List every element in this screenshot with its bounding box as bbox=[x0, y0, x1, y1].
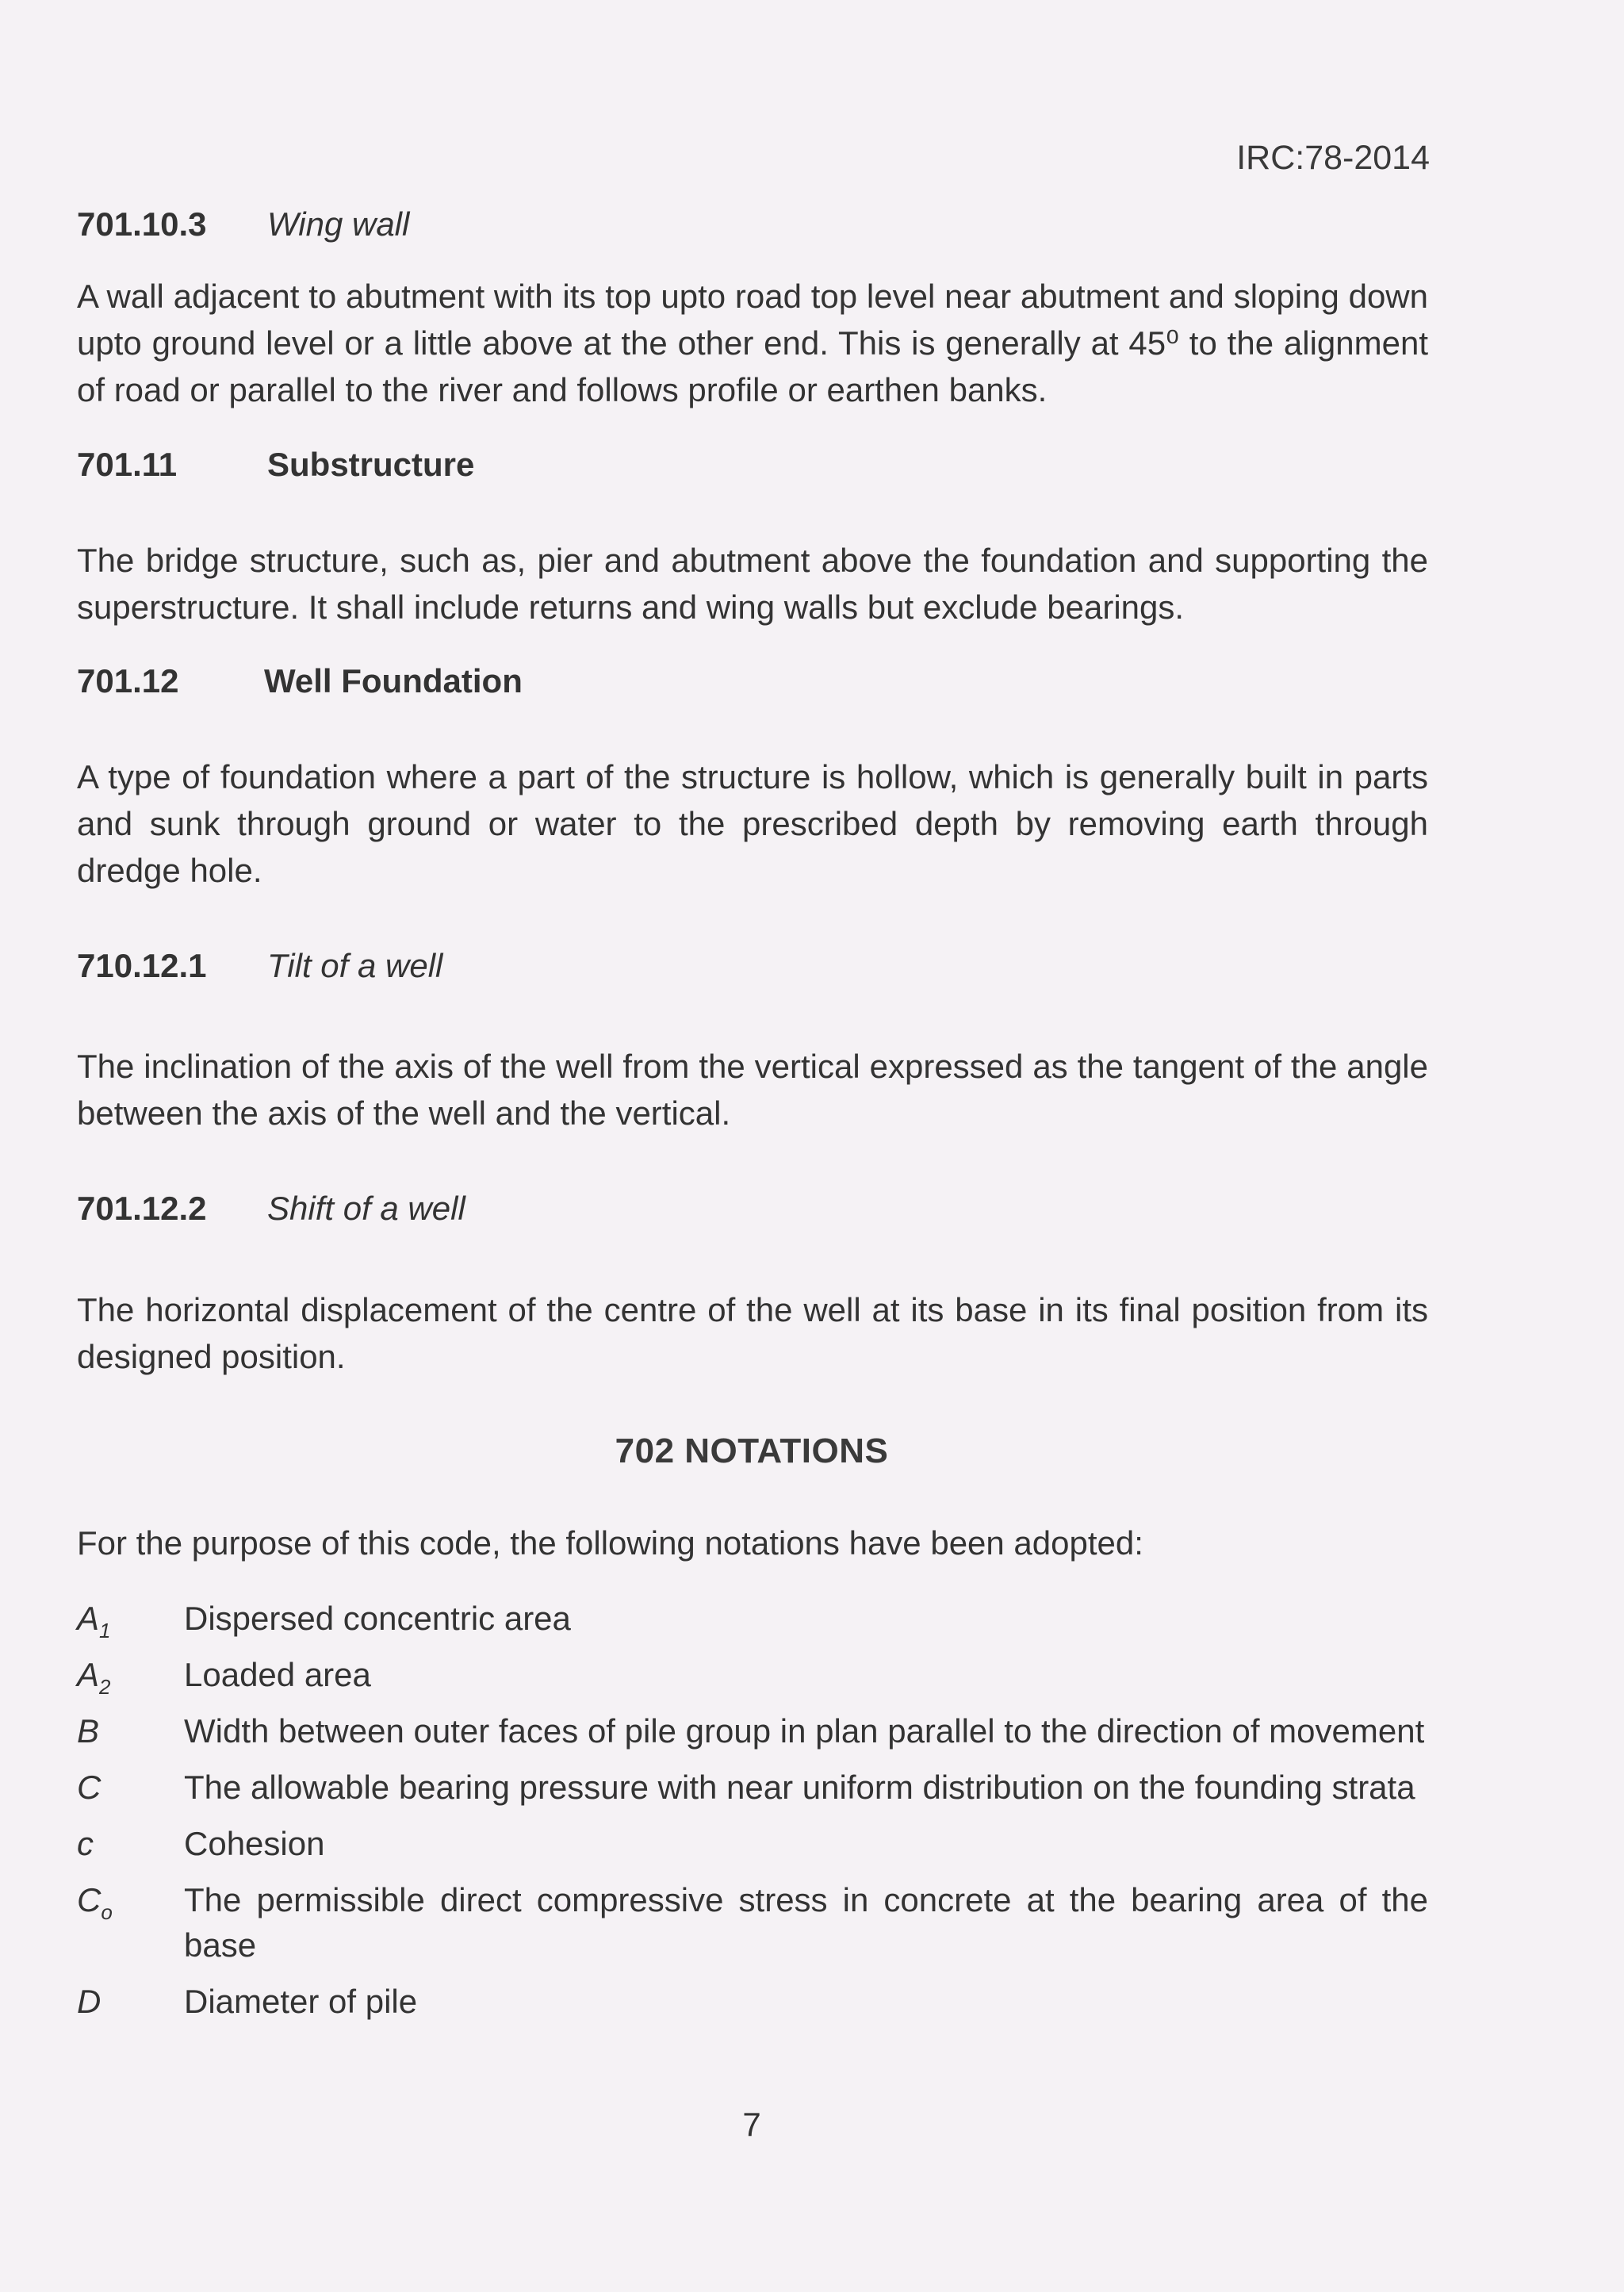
section-heading-shift-of-well bbox=[77, 1192, 465, 1225]
notation-description: Loaded area bbox=[184, 1656, 371, 1693]
section-body-tilt-of-well: The inclination of the axis of the well from the vertical expressed as the tangent of the angle between the axis of the well and the vertical. bbox=[77, 1048, 1428, 1132]
section-title: Shift of a well bbox=[267, 1190, 465, 1227]
notation-description: The permissible direct compressive stress in concrete at the bearing area of the base bbox=[184, 1881, 1428, 1964]
notation-symbol: $A_2$ bbox=[77, 1656, 111, 1699]
notation-symbol: C bbox=[77, 1769, 102, 1806]
notation-item bbox=[77, 1821, 1428, 1866]
section-number: 710.12.1 bbox=[77, 947, 207, 984]
section-heading-tilt-of-well bbox=[77, 949, 442, 983]
notation-symbol: $A_1$ bbox=[77, 1600, 111, 1642]
notation-item bbox=[77, 1979, 1428, 2024]
section-number: 701.11 bbox=[77, 446, 178, 483]
notations-intro: For the purpose of this code, the following notations have been adopted: bbox=[77, 1524, 1143, 1562]
page-number: 7 bbox=[742, 2106, 761, 2143]
section-heading-wing-wall bbox=[77, 205, 410, 243]
notation-item bbox=[77, 1708, 1428, 1753]
section-number: 701.10.3 bbox=[77, 205, 207, 243]
notation-description: The allowable bearing pressure with near uniform distribution on the founding strata bbox=[184, 1769, 1415, 1806]
section-title: Tilt of a well bbox=[267, 947, 443, 984]
notation-symbol: $C_o$ bbox=[77, 1881, 113, 1924]
notation-description: Cohesion bbox=[184, 1825, 325, 1862]
notation-symbol: D bbox=[77, 1983, 102, 2020]
notation-item bbox=[77, 1596, 1428, 1641]
section-title: Well Foundation bbox=[264, 662, 523, 699]
notation-description: Width between outer faces of pile group in plan parallel to the direction of movement bbox=[184, 1712, 1425, 1750]
section-title: Wing wall bbox=[267, 205, 410, 243]
section-body-substructure: The bridge structure, such as, pier and abutment above the foundation and supporting the superstructure. It shall include returns and wing walls but exclude bearings. bbox=[77, 542, 1428, 626]
section-heading-substructure bbox=[77, 448, 474, 481]
notation-item bbox=[77, 1765, 1428, 1810]
notations-title: 702 NOTATIONS bbox=[615, 1432, 889, 1470]
section-body-shift-of-well: The horizontal displacement of the centre of the well at its base in its final position from its designed position. bbox=[77, 1291, 1428, 1375]
notation-symbol: B bbox=[77, 1712, 100, 1750]
notation-item bbox=[77, 1877, 1428, 1968]
notation-item bbox=[77, 1652, 1428, 1697]
notation-list bbox=[77, 1596, 1428, 2035]
section-body-wing-wall: A wall adjacent to abutment with its top upto road top level near abutment and sloping down upto ground level or a little above at the other end. This is generally at 45⁰ to the alignment of road or parallel to the river and follows profile or earthen banks. bbox=[77, 278, 1428, 408]
notation-description: Dispersed concentric area bbox=[184, 1600, 571, 1637]
document-id: IRC:78-2014 bbox=[1236, 139, 1430, 177]
section-number: 701.12.2 bbox=[77, 1190, 207, 1227]
section-title: Substructure bbox=[267, 446, 475, 483]
section-number: 701.12 bbox=[77, 662, 179, 699]
notation-symbol: c bbox=[77, 1825, 94, 1862]
notation-description: Diameter of pile bbox=[184, 1983, 418, 2020]
section-body-well-foundation: A type of foundation where a part of the structure is hollow, which is generally built in parts and sunk through ground or water to the prescribed depth by removing earth through dredge hole. bbox=[77, 758, 1428, 889]
section-heading-well-foundation bbox=[77, 662, 523, 699]
